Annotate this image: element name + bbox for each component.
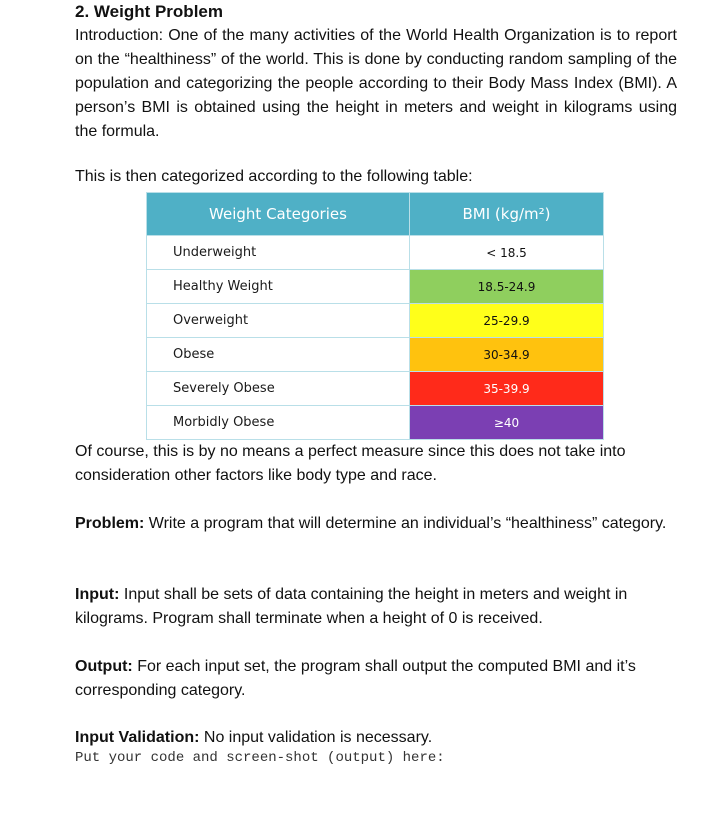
table-header-row [147, 193, 604, 236]
table-row [147, 270, 604, 304]
table-row [147, 338, 604, 372]
validation-text: No input validation is necessary. [199, 729, 433, 746]
code-prompt: Put your code and screen-shot (output) here: [75, 750, 445, 766]
table-intro: This is then categorized according to the following table: [75, 168, 473, 185]
table-row [147, 236, 604, 270]
problem-paragraph [75, 512, 675, 536]
row-bmi: 18.5-24.9 [410, 270, 604, 304]
output-paragraph [75, 655, 675, 703]
input-label: Input: [75, 586, 120, 603]
caveat-paragraph: Of course, this is by no means a perfect measure since this does not take into consideration other factors like body type and race. [75, 443, 626, 484]
row-category: Underweight [147, 236, 410, 270]
output-text: For each input set, the program shall output the computed BMI and it’s corresponding category. [75, 658, 636, 699]
table-row [147, 406, 604, 440]
validation-label: Input Validation: [75, 729, 200, 746]
validation-paragraph [75, 726, 675, 750]
intro-paragraph: Introduction: One of the many activities of the World Health Organization is to report on the “healthiness” of the world. This is done by conducting random sampling of the population and categorizing the people according to their Body Mass Index (BMI). A person’s BMI is obtained using the height in meters and weight in kilograms using the formula. [75, 27, 677, 140]
row-category: Healthy Weight [147, 270, 410, 304]
problem-text: Write a program that will determine an individual’s “healthiness” category. [144, 515, 667, 532]
row-category: Severely Obese [147, 372, 410, 406]
row-bmi: 25-29.9 [410, 304, 604, 338]
row-category: Overweight [147, 304, 410, 338]
row-category: Obese [147, 338, 410, 372]
row-bmi: 30-34.9 [410, 338, 604, 372]
row-bmi: < 18.5 [410, 236, 604, 270]
input-text: Input shall be sets of data containing the height in meters and weight in kilograms. Program shall terminate when a height of 0 is received. [75, 586, 628, 627]
header-weight-categories: Weight Categories [147, 193, 410, 236]
header-bmi: BMI (kg/m²) [410, 193, 604, 236]
output-label: Output: [75, 658, 133, 675]
row-bmi: ≥40 [410, 406, 604, 440]
section-title: 2. Weight Problem [75, 2, 223, 21]
table-row [147, 372, 604, 406]
row-category: Morbidly Obese [147, 406, 410, 440]
input-paragraph [75, 583, 675, 631]
row-bmi: 35-39.9 [410, 372, 604, 406]
table-row [147, 304, 604, 338]
problem-label: Problem: [75, 515, 145, 532]
bmi-table [146, 192, 604, 440]
